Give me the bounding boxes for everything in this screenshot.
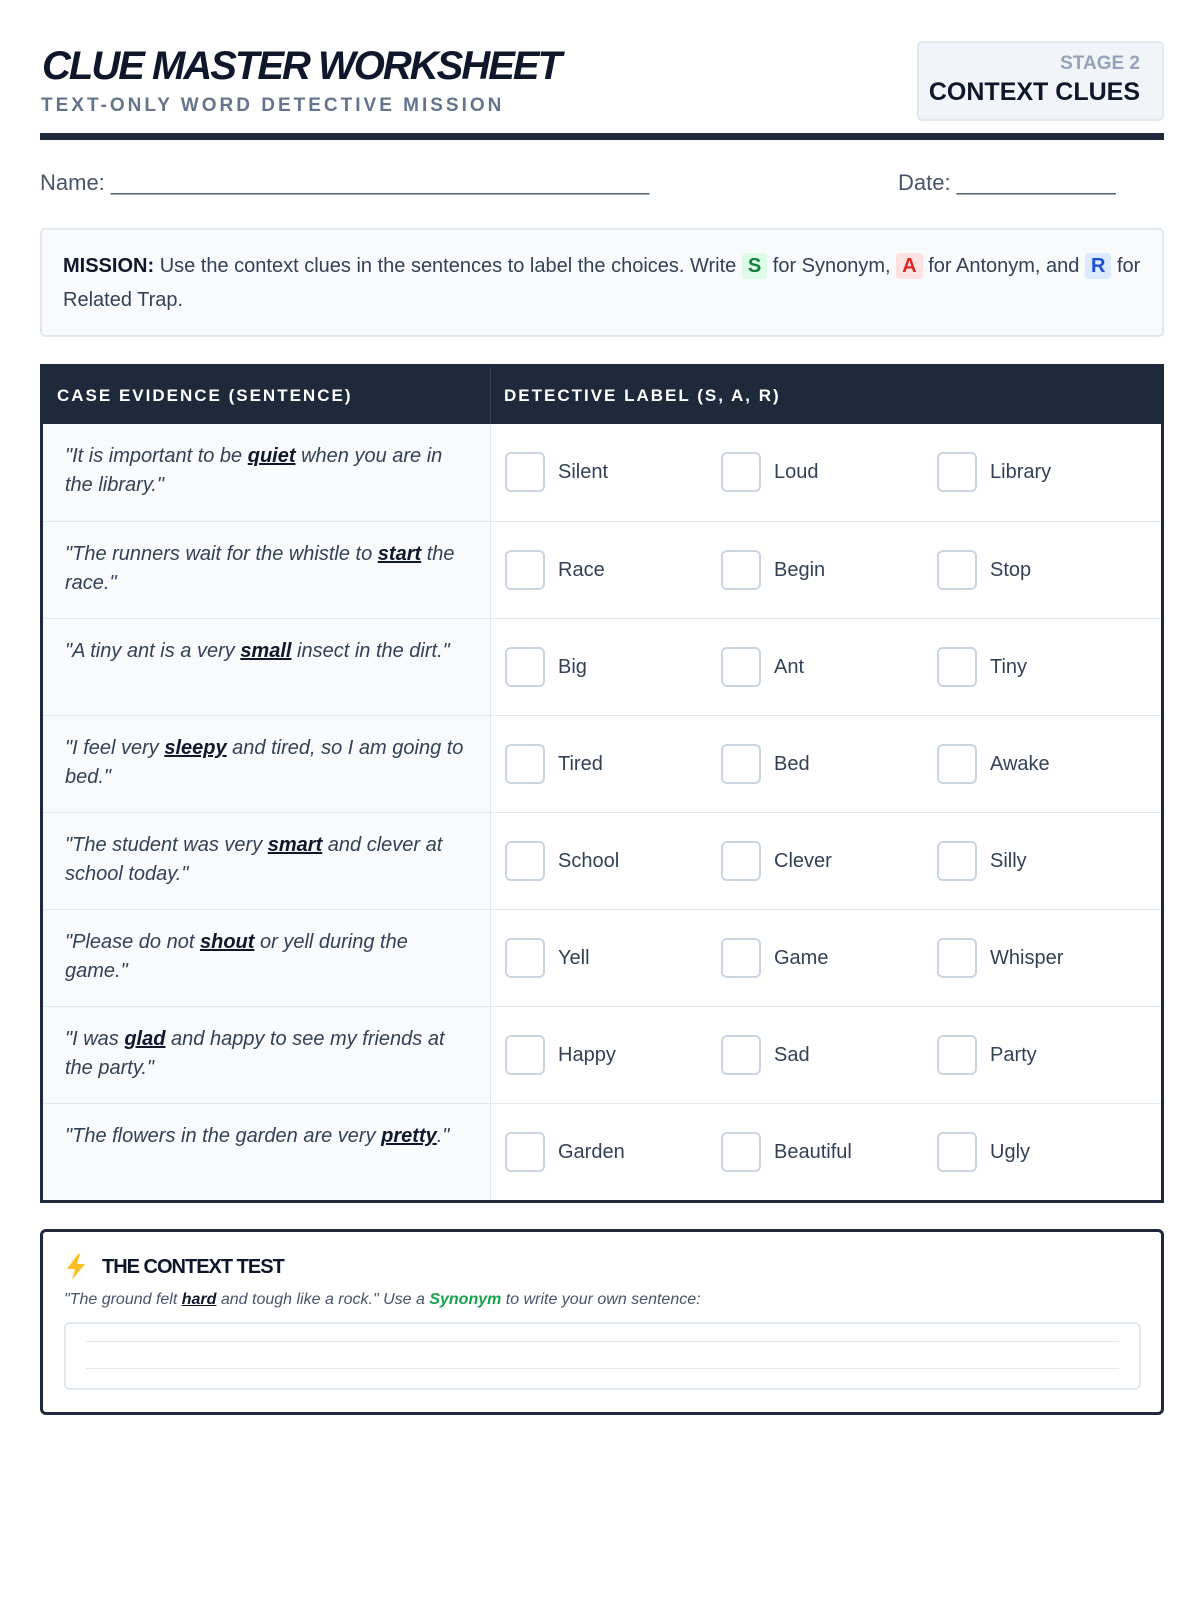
label-choices: [491, 910, 1161, 1006]
case-sentence: [43, 813, 491, 909]
table-row: [43, 618, 1161, 715]
choice-word: Sad: [774, 1043, 810, 1066]
label-box[interactable]: [721, 1035, 761, 1075]
prompt-target-word: hard: [181, 1291, 217, 1308]
worksheet-title: CLUE MASTER WORKSHEET: [42, 44, 560, 88]
choice-option: [937, 647, 1027, 687]
table-row: [43, 1006, 1161, 1103]
label-choices: [491, 716, 1161, 812]
choice-word: Library: [990, 460, 1052, 483]
sentence-target-word: quiet: [247, 445, 296, 467]
label-choices: [491, 619, 1161, 715]
table-header: [43, 367, 1161, 424]
sentence-text: and clever at school today.": [65, 834, 443, 885]
choice-option: [937, 1035, 1037, 1075]
label-box[interactable]: [505, 841, 545, 881]
choice-word: Garden: [558, 1140, 625, 1163]
table-row: [43, 909, 1161, 1006]
choice-word: Big: [558, 655, 587, 678]
label-box[interactable]: [937, 938, 977, 978]
choice-option: [937, 744, 1050, 784]
choice-word: Bed: [774, 752, 810, 775]
label-choices: [491, 1007, 1161, 1103]
case-sentence: [43, 522, 491, 618]
choice-word: Tiny: [990, 655, 1028, 678]
sentence-text: when you are in the library.": [65, 445, 443, 496]
label-box[interactable]: [505, 452, 545, 492]
prompt-synonym-word: Synonym: [429, 1291, 502, 1308]
choice-option: [505, 550, 605, 590]
case-sentence: [43, 619, 491, 715]
column-header-sentence: CASE EVIDENCE (SENTENCE): [43, 367, 491, 424]
choice-word: Stop: [990, 558, 1032, 581]
worksheet-page: [40, 40, 1164, 1415]
choice-option: [937, 550, 1031, 590]
label-box[interactable]: [937, 1132, 977, 1172]
choice-word: Silly: [990, 849, 1027, 872]
prompt-text: and tough like a rock." Use a: [216, 1291, 430, 1308]
choice-option: [505, 744, 603, 784]
label-box[interactable]: [505, 1132, 545, 1172]
label-box[interactable]: [505, 647, 545, 687]
sentence-target-word: shout: [199, 931, 255, 953]
evidence-table: [40, 364, 1164, 1203]
case-sentence: [43, 716, 491, 812]
mission-text: for Antonym, and: [928, 255, 1080, 277]
choice-word: Race: [558, 558, 605, 581]
date-field[interactable]: Date: _____________: [898, 170, 1116, 195]
choice-option: [937, 841, 1027, 881]
label-box[interactable]: [505, 550, 545, 590]
choice-word: Yell: [558, 946, 590, 969]
label-box[interactable]: [721, 744, 761, 784]
label-box[interactable]: [937, 452, 977, 492]
label-box[interactable]: [937, 647, 977, 687]
context-test-panel: [40, 1229, 1164, 1415]
mission-text: for Synonym,: [772, 255, 891, 277]
sentence-text: "The student was very: [65, 834, 268, 856]
mission-text: for Related Trap.: [63, 255, 1141, 311]
choice-option: [721, 938, 828, 978]
label-box[interactable]: [721, 550, 761, 590]
choice-option: [721, 744, 810, 784]
label-box[interactable]: [505, 938, 545, 978]
mission-text: Use the context clues in the sentences to label the choices. Write: [159, 255, 737, 277]
label-box[interactable]: [721, 452, 761, 492]
table-row: [43, 424, 1161, 521]
mission-label: MISSION:: [63, 255, 155, 277]
lightning-bolt-icon: [64, 1253, 88, 1281]
label-choices: [491, 522, 1161, 618]
sentence-text: and happy to see my friends at the party.": [65, 1028, 445, 1079]
column-header-label: DETECTIVE LABEL (S, A, R): [504, 386, 781, 405]
case-sentence: [43, 424, 491, 521]
sentence-text: "The flowers in the garden are very: [65, 1125, 382, 1147]
choice-option: [505, 841, 619, 881]
sentence-text: .": [436, 1125, 450, 1147]
choice-option: [505, 452, 608, 492]
label-box[interactable]: [937, 1035, 977, 1075]
table-row: [43, 715, 1161, 812]
prompt-text: "The ground felt: [64, 1291, 182, 1308]
mission-instructions: [40, 228, 1164, 337]
label-box[interactable]: [721, 1132, 761, 1172]
choice-option: [721, 452, 819, 492]
choice-word: Happy: [558, 1043, 616, 1066]
sentence-text: the race.": [65, 543, 455, 594]
case-sentence: [43, 1007, 491, 1103]
label-choices: [491, 813, 1161, 909]
answer-line: [86, 1341, 1119, 1342]
sentence-target-word: sleepy: [164, 737, 227, 759]
table-row: [43, 812, 1161, 909]
label-box[interactable]: [721, 938, 761, 978]
stage-badge: [917, 41, 1164, 121]
label-box[interactable]: [721, 841, 761, 881]
choice-word: Loud: [774, 460, 819, 483]
table-row: [43, 521, 1161, 618]
prompt-text: to write your own sentence:: [501, 1291, 701, 1308]
name-date-row: [40, 140, 1164, 228]
case-sentence: [43, 910, 491, 1006]
choice-option: [721, 1035, 810, 1075]
choice-option: [505, 647, 587, 687]
choice-option: [937, 938, 1063, 978]
label-box[interactable]: [937, 550, 977, 590]
label-box[interactable]: [505, 1035, 545, 1075]
choice-option: [721, 1132, 852, 1172]
choice-option: [721, 647, 804, 687]
context-test-title: THE CONTEXT TEST: [102, 1255, 284, 1278]
choice-option: [505, 938, 590, 978]
choice-word: Begin: [774, 558, 826, 581]
worksheet-subtitle: TEXT-ONLY WORD DETECTIVE MISSION: [41, 95, 505, 116]
choice-word: School: [558, 849, 620, 872]
sentence-target-word: pretty: [381, 1125, 437, 1147]
stage-label: STAGE 2: [1060, 53, 1140, 74]
sentence-text: "I feel very: [65, 737, 165, 759]
choice-option: [505, 1035, 616, 1075]
header: [40, 40, 1164, 140]
sentence-text: and tired, so I am going to bed.": [65, 737, 464, 788]
choice-word: Ant: [774, 655, 805, 678]
sentence-text: "It is important to be: [65, 445, 248, 467]
choice-word: Clever: [774, 849, 832, 872]
sentence-text: "A tiny ant is a very: [65, 640, 241, 662]
label-box[interactable]: [937, 744, 977, 784]
label-choices: [491, 1104, 1161, 1200]
table-row: [43, 1103, 1161, 1200]
sentence-answer-box[interactable]: [64, 1322, 1141, 1390]
sentence-text: insect in the dirt.": [291, 640, 450, 662]
antonym-chip: A: [896, 253, 922, 279]
choice-option: [505, 1132, 625, 1172]
case-sentence: [43, 1104, 491, 1200]
label-box[interactable]: [721, 647, 761, 687]
choice-option: [721, 550, 825, 590]
name-field[interactable]: Name: ____________________________________________: [40, 170, 650, 195]
label-choices: [491, 424, 1161, 521]
label-box[interactable]: [937, 841, 977, 881]
answer-line: [86, 1368, 1119, 1369]
sentence-target-word: start: [377, 543, 422, 565]
choice-word: Silent: [558, 460, 609, 483]
sentence-text: or yell during the game.": [65, 931, 408, 982]
choice-word: Beautiful: [774, 1140, 852, 1163]
choice-word: Awake: [990, 752, 1050, 775]
sentence-target-word: glad: [124, 1028, 166, 1050]
sentence-text: "The runners wait for the whistle to: [65, 543, 378, 565]
choice-word: Tired: [558, 752, 603, 775]
choice-option: [937, 452, 1051, 492]
sentence-target-word: small: [240, 640, 292, 662]
choice-option: [721, 841, 832, 881]
table-body: [43, 424, 1161, 1200]
context-test-prompt: [64, 1291, 1141, 1309]
choice-word: Party: [990, 1043, 1037, 1066]
related-chip: R: [1085, 253, 1111, 279]
synonym-chip: S: [742, 253, 767, 279]
choice-option: [937, 1132, 1030, 1172]
sentence-text: "Please do not: [65, 931, 200, 953]
choice-word: Ugly: [990, 1140, 1031, 1163]
choice-word: Whisper: [990, 946, 1064, 969]
sentence-text: "I was: [65, 1028, 125, 1050]
sentence-target-word: smart: [267, 834, 323, 856]
context-test-header: [64, 1251, 1141, 1283]
label-box[interactable]: [505, 744, 545, 784]
stage-title: CONTEXT CLUES: [928, 78, 1140, 106]
choice-word: Game: [774, 946, 829, 969]
